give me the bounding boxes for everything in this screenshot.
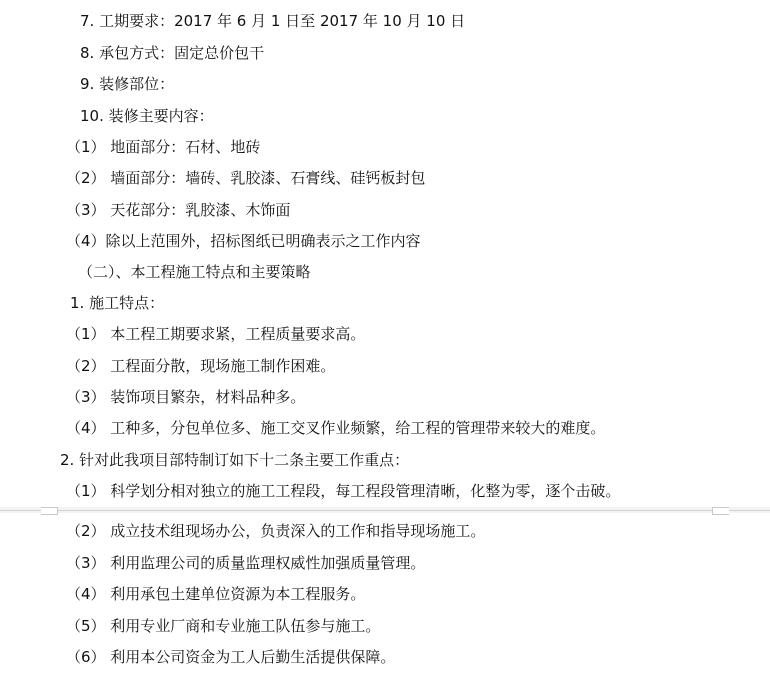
page-corner-mark-left — [41, 507, 58, 515]
text-line-strategy-4: （4） 利用承包土建单位资源为本工程服务。 — [66, 585, 366, 603]
text-line-feature-2: （2） 工程面分散，现场施工制作困难。 — [66, 357, 336, 375]
text-line-ceiling: （3） 天花部分：乳胶漆、木饰面 — [66, 201, 291, 219]
text-line-contract-method: 8. 承包方式：固定总价包干 — [80, 44, 265, 62]
text-line-wall: （2） 墙面部分：墙砖、乳胶漆、石膏线、硅钙板封包 — [66, 169, 426, 187]
page-corner-mark-right — [712, 507, 729, 515]
text-line-feature-4: （4） 工种多，分包单位多、施工交叉作业频繁，给工程的管理带来较大的难度。 — [66, 419, 606, 437]
text-line-strategy-6: （6） 利用本公司资金为工人后勤生活提供保障。 — [66, 648, 396, 666]
text-line-feature-3: （3） 装饰项目繁杂，材料品种多。 — [66, 388, 306, 406]
text-line-decoration-location: 9. 装修部位： — [80, 75, 175, 93]
text-line-strategy-heading: 2. 针对此我项目部特制订如下十二条主要工作重点： — [60, 451, 410, 469]
text-line-strategy-3: （3） 利用监理公司的质量监理权威性加强质量管理。 — [66, 554, 426, 572]
text-line-other-scope: （4）除以上范围外，招标图纸已明确表示之工作内容 — [66, 232, 421, 250]
text-line-strategy-2: （2） 成立技术组现场办公，负责深入的工作和指导现场施工。 — [66, 522, 486, 540]
text-line-feature-1: （1） 本工程工期要求紧，工程质量要求高。 — [66, 325, 366, 343]
text-line-strategy-1: （1） 科学划分相对独立的施工工程段，每工程段管理清晰，化整为零，逐个击破。 — [66, 482, 621, 500]
text-line-main-content: 10. 装修主要内容： — [80, 107, 214, 125]
text-line-strategy-5: （5） 利用专业厂商和专业施工队伍参与施工。 — [66, 617, 381, 635]
text-line-floor: （1） 地面部分：石材、地砖 — [66, 138, 261, 156]
text-line-features-heading: 1. 施工特点： — [70, 294, 165, 312]
text-line-duration: 7. 工期要求：2017 年 6 月 1 日至 2017 年 10 月 10 日 — [80, 12, 466, 30]
section-heading: （二）、本工程施工特点和主要策略 — [78, 263, 311, 281]
page-break-line — [0, 510, 770, 511]
